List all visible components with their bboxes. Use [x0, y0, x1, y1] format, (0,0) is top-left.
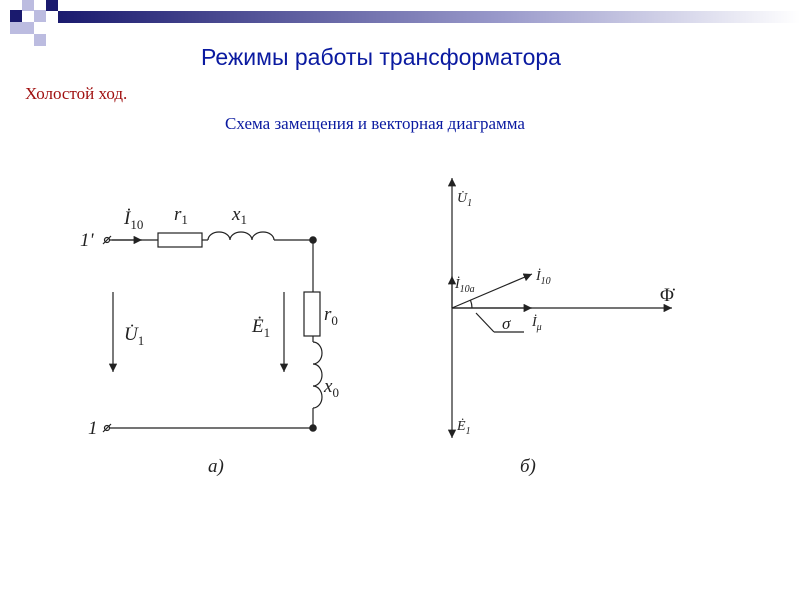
- u1-label: $U̇_1$: [124, 324, 145, 348]
- resistor-r0: [304, 292, 320, 336]
- x0-label: $x_0$: [324, 376, 339, 400]
- vector-e1-label: $Ė_1$: [457, 419, 471, 437]
- node-top-right: [310, 237, 316, 243]
- slide-subtitle: Холостой ход.: [25, 84, 128, 103]
- slide-title: Режимы работы трансформатора: [201, 44, 561, 70]
- vector-imu-label: $İ_\mu$: [532, 315, 542, 333]
- e1-label: $Ė_1$: [252, 316, 271, 340]
- sigma-arc: [471, 300, 473, 308]
- vector-i10-label: $İ_{10}$: [536, 269, 551, 287]
- vector-diagram: [452, 178, 672, 438]
- terminal-bottom-label: 1: [88, 418, 98, 439]
- r0-label: $r_0$: [324, 304, 338, 328]
- inductor-x0: [313, 342, 322, 408]
- vector-sigma-label: σ: [502, 314, 511, 333]
- panel-a-label: а): [208, 456, 224, 477]
- diagram-caption: Схема замещения и векторная диаграмма: [225, 114, 525, 133]
- inductor-x1: [208, 232, 274, 240]
- vector-phi-label: Φ̇: [660, 285, 674, 306]
- sigma-leader: [476, 313, 494, 332]
- r1-label: $r_1$: [174, 204, 188, 227]
- node-bottom-right: [310, 425, 316, 431]
- vector-u1-label: $U̇_1$: [457, 191, 473, 209]
- x1-label: $x_1$: [232, 204, 247, 227]
- current-i10-label: $İ_{10}$: [124, 208, 144, 232]
- vector-i10a-label: $İ_{10a}$: [455, 277, 475, 295]
- panel-b-label: б): [520, 456, 536, 477]
- terminal-top-label: 1': [80, 230, 94, 251]
- resistor-r1: [158, 233, 202, 247]
